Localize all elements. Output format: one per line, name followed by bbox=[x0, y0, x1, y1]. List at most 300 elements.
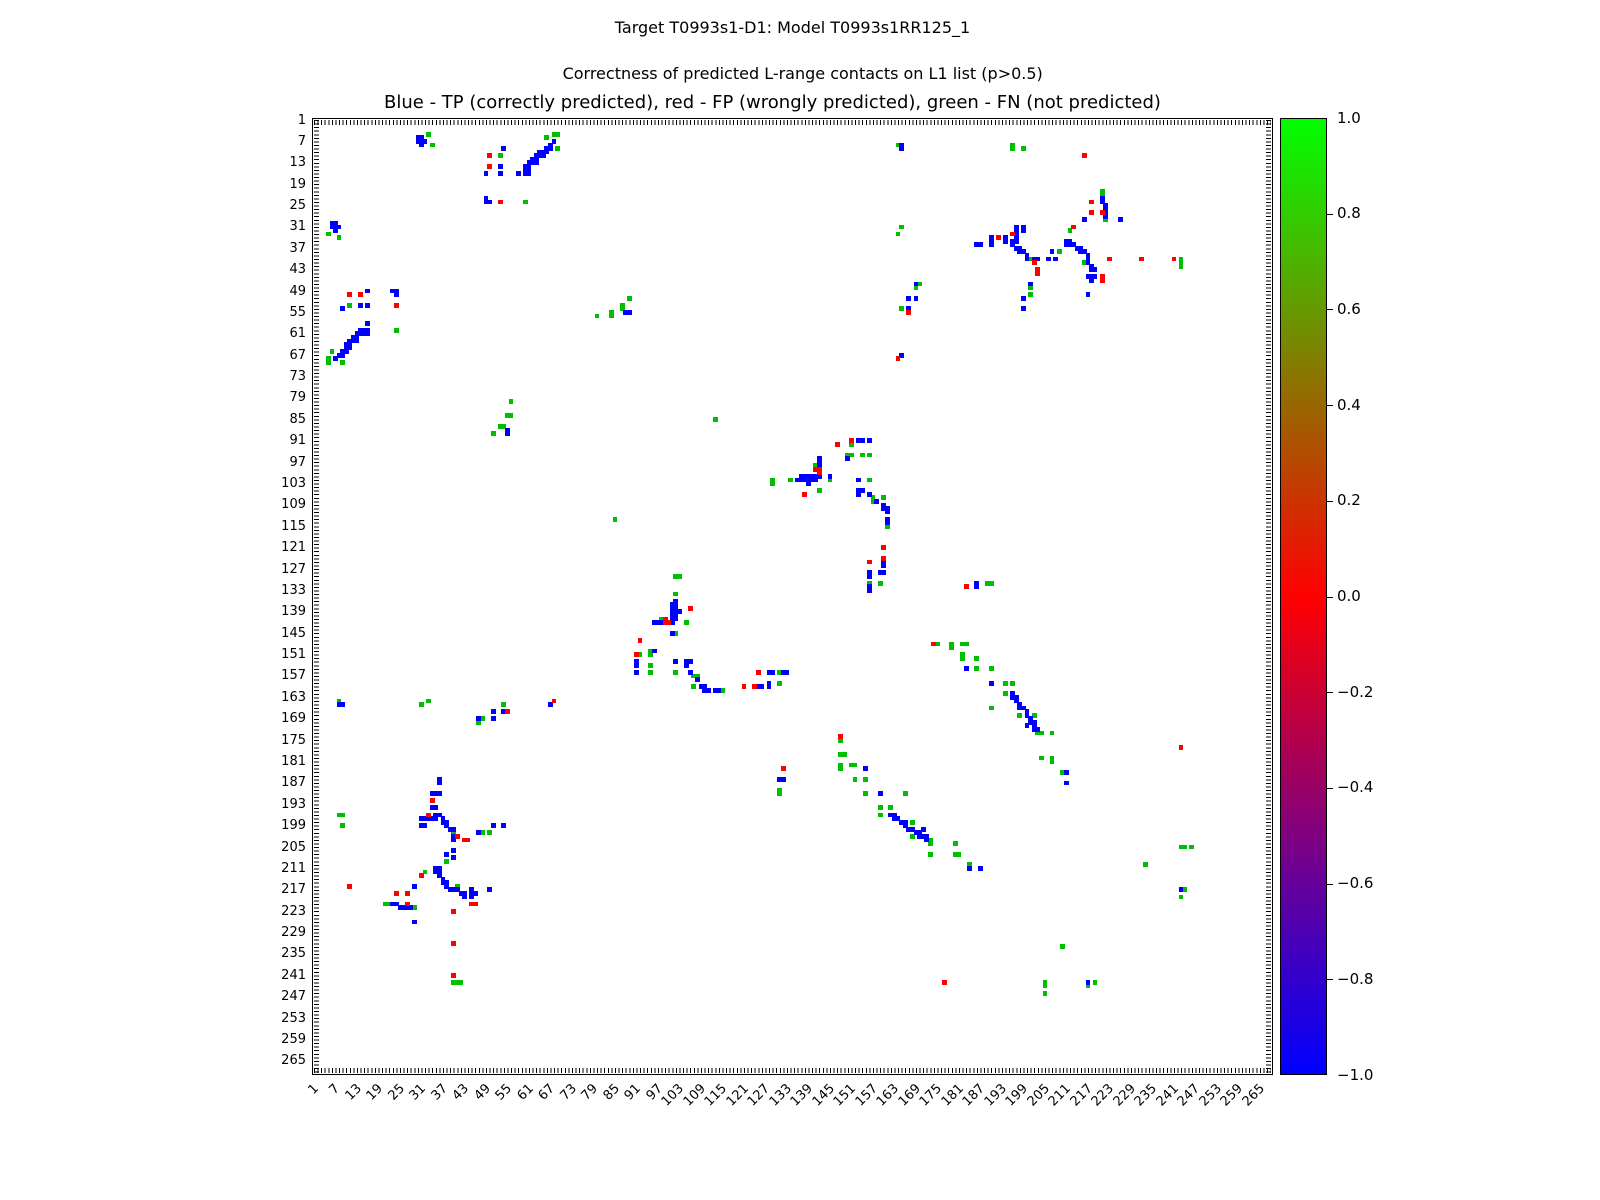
x-tick-label: 259 bbox=[1218, 1081, 1247, 1110]
y-tick-label: 253 bbox=[281, 1010, 306, 1026]
data-point-TP bbox=[498, 171, 503, 176]
data-point-TP bbox=[967, 866, 972, 871]
x-tick-label: 247 bbox=[1175, 1081, 1204, 1110]
data-point-FN bbox=[928, 852, 933, 857]
y-tick-label: 187 bbox=[281, 775, 306, 791]
x-tick-label: 235 bbox=[1132, 1081, 1161, 1110]
data-point-TP bbox=[673, 659, 678, 664]
data-point-FN bbox=[326, 232, 331, 237]
data-point-FP bbox=[1139, 257, 1144, 262]
data-point-TP bbox=[365, 289, 370, 294]
data-point-TP bbox=[347, 346, 352, 351]
data-point-FN bbox=[878, 805, 883, 810]
data-point-FP bbox=[688, 606, 693, 611]
data-point-FN bbox=[974, 666, 979, 671]
y-tick-label: 217 bbox=[281, 882, 306, 898]
data-point-FN bbox=[1182, 845, 1187, 850]
right-axis-ticks bbox=[1266, 120, 1271, 1073]
data-point-TP bbox=[1118, 217, 1123, 222]
data-point-FN bbox=[953, 841, 958, 846]
data-point-TP bbox=[462, 895, 467, 900]
data-point-TP bbox=[964, 666, 969, 671]
data-point-FN bbox=[337, 235, 342, 240]
data-point-FN bbox=[863, 777, 868, 782]
y-tick-label: 265 bbox=[281, 1053, 306, 1069]
left-axis-ticks bbox=[314, 120, 319, 1073]
data-point-FP bbox=[426, 813, 431, 818]
data-point-FP bbox=[419, 873, 424, 878]
data-point-TP bbox=[1082, 217, 1087, 222]
data-point-TP bbox=[365, 331, 370, 336]
data-point-FN bbox=[1043, 984, 1048, 989]
y-tick-label: 55 bbox=[289, 304, 306, 320]
colorbar-tick-label: 1.0 bbox=[1337, 108, 1361, 127]
data-point-TP bbox=[924, 838, 929, 843]
y-tick-label: 115 bbox=[281, 518, 306, 534]
x-tick-label: 7 bbox=[326, 1081, 344, 1098]
y-tick-label: 229 bbox=[281, 925, 306, 941]
colorbar bbox=[1280, 118, 1327, 1075]
data-point-FN bbox=[713, 417, 718, 422]
x-tick-label: 253 bbox=[1196, 1081, 1225, 1110]
data-point-TP bbox=[1003, 239, 1008, 244]
figure-title-line1: Target T0993s1-D1: Model T0993s1RR125_1 bbox=[614, 18, 971, 37]
x-tick-label: 163 bbox=[874, 1081, 903, 1110]
y-tick-label: 211 bbox=[281, 860, 306, 876]
y-tick-label: 139 bbox=[281, 604, 306, 620]
data-point-TP bbox=[989, 242, 994, 247]
y-tick-label: 175 bbox=[281, 732, 306, 748]
data-point-TP bbox=[688, 659, 693, 664]
x-tick-label: 217 bbox=[1067, 1081, 1096, 1110]
x-tick-label: 79 bbox=[579, 1081, 602, 1104]
x-tick-label: 55 bbox=[493, 1081, 516, 1104]
data-point-FN bbox=[867, 478, 872, 483]
colorbar-tick-label: −0.4 bbox=[1337, 778, 1374, 797]
data-point-FP bbox=[752, 684, 757, 689]
data-point-TP bbox=[716, 688, 721, 693]
data-point-FN bbox=[1043, 991, 1048, 996]
data-point-FN bbox=[853, 777, 858, 782]
data-point-TP bbox=[978, 866, 983, 871]
colorbar-tick bbox=[1327, 405, 1333, 406]
data-point-TP bbox=[845, 456, 850, 461]
x-tick-label: 97 bbox=[643, 1081, 666, 1104]
x-tick-label: 181 bbox=[938, 1081, 967, 1110]
x-tick-label: 103 bbox=[659, 1081, 688, 1110]
data-point-FN bbox=[1050, 731, 1055, 736]
x-tick-label: 151 bbox=[831, 1081, 860, 1110]
data-point-TP bbox=[652, 649, 657, 654]
y-tick-label: 13 bbox=[289, 155, 306, 171]
data-point-TP bbox=[1093, 267, 1098, 272]
colorbar-tick bbox=[1327, 788, 1333, 789]
data-point-FP bbox=[996, 235, 1001, 240]
data-point-TP bbox=[437, 791, 442, 796]
x-tick-label: 157 bbox=[852, 1081, 881, 1110]
x-tick-label: 133 bbox=[766, 1081, 795, 1110]
data-point-FN bbox=[896, 232, 901, 237]
data-point-TP bbox=[358, 303, 363, 308]
data-point-FP bbox=[1032, 260, 1037, 265]
data-point-FN bbox=[1179, 895, 1184, 900]
data-point-TP bbox=[1021, 306, 1026, 311]
data-point-FP bbox=[964, 584, 969, 589]
x-tick-label: 109 bbox=[680, 1081, 709, 1110]
data-point-FN bbox=[1179, 264, 1184, 269]
data-point-TP bbox=[856, 478, 861, 483]
data-point-TP bbox=[337, 225, 342, 230]
data-point-FN bbox=[347, 303, 352, 308]
data-point-FN bbox=[989, 581, 994, 586]
data-point-FP bbox=[1179, 745, 1184, 750]
data-point-FP bbox=[781, 766, 786, 771]
figure-title-line2: Correctness of predicted L-range contacts on L1 list (p>0.5) bbox=[562, 64, 1043, 83]
data-point-FN bbox=[509, 413, 514, 418]
data-point-FN bbox=[673, 670, 678, 675]
data-point-FN bbox=[330, 349, 335, 354]
data-point-TP bbox=[451, 827, 456, 832]
data-point-FP bbox=[455, 834, 460, 839]
y-tick-label: 73 bbox=[289, 369, 306, 385]
data-point-FN bbox=[673, 592, 678, 597]
data-point-FN bbox=[509, 399, 514, 404]
y-tick-label: 157 bbox=[281, 668, 306, 684]
data-point-FN bbox=[863, 791, 868, 796]
data-point-FP bbox=[1035, 271, 1040, 276]
data-point-TP bbox=[419, 143, 424, 148]
data-point-FN bbox=[1189, 845, 1194, 850]
data-point-FN bbox=[523, 200, 528, 205]
x-tick-label: 127 bbox=[745, 1081, 774, 1110]
data-point-TP bbox=[770, 670, 775, 675]
top-axis-ticks bbox=[314, 120, 1271, 125]
y-tick-label: 37 bbox=[289, 240, 306, 256]
data-point-FP bbox=[1172, 257, 1177, 262]
data-point-FN bbox=[949, 645, 954, 650]
data-point-TP bbox=[498, 164, 503, 169]
data-point-TP bbox=[491, 709, 496, 714]
y-tick-label: 31 bbox=[289, 219, 306, 235]
y-tick-label: 103 bbox=[281, 476, 306, 492]
colorbar-tick bbox=[1327, 979, 1333, 980]
data-point-FN bbox=[1060, 944, 1065, 949]
data-point-TP bbox=[451, 855, 456, 860]
data-point-FP bbox=[394, 891, 399, 896]
data-point-FN bbox=[860, 453, 865, 458]
data-point-FN bbox=[648, 670, 653, 675]
x-tick-label: 223 bbox=[1089, 1081, 1118, 1110]
data-point-FP bbox=[358, 292, 363, 297]
data-point-FP bbox=[451, 909, 456, 914]
data-point-FN bbox=[1017, 713, 1022, 718]
data-point-TP bbox=[412, 884, 417, 889]
data-point-FP bbox=[505, 709, 510, 714]
data-point-TP bbox=[340, 702, 345, 707]
y-tick-label: 97 bbox=[289, 454, 306, 470]
data-point-FP bbox=[451, 973, 456, 978]
y-tick-label: 67 bbox=[289, 347, 306, 363]
y-tick-label: 223 bbox=[281, 903, 306, 919]
data-point-TP bbox=[541, 153, 546, 158]
x-tick-label: 73 bbox=[557, 1081, 580, 1104]
data-point-FP bbox=[1071, 225, 1076, 230]
data-point-FN bbox=[899, 225, 904, 230]
data-point-FN bbox=[1003, 681, 1008, 686]
data-point-FN bbox=[1050, 759, 1055, 764]
x-tick-label: 91 bbox=[622, 1081, 645, 1104]
data-point-TP bbox=[487, 200, 492, 205]
x-tick-label: 139 bbox=[788, 1081, 817, 1110]
data-point-TP bbox=[491, 716, 496, 721]
data-point-FP bbox=[881, 556, 886, 561]
data-point-TP bbox=[627, 310, 632, 315]
x-tick-label: 265 bbox=[1239, 1081, 1268, 1110]
y-tick-label: 145 bbox=[281, 625, 306, 641]
y-tick-label: 205 bbox=[281, 839, 306, 855]
data-point-FN bbox=[1021, 146, 1026, 151]
x-tick-label: 115 bbox=[702, 1081, 731, 1110]
data-point-FN bbox=[777, 681, 782, 686]
data-point-FN bbox=[899, 306, 904, 311]
data-point-FP bbox=[466, 838, 471, 843]
data-point-FN bbox=[555, 146, 560, 151]
data-point-TP bbox=[491, 823, 496, 828]
data-point-FP bbox=[931, 642, 936, 647]
data-point-FP bbox=[552, 699, 557, 704]
data-point-FN bbox=[1057, 249, 1062, 254]
x-tick-label: 205 bbox=[1024, 1081, 1053, 1110]
data-point-TP bbox=[978, 242, 983, 247]
data-point-FN bbox=[419, 702, 424, 707]
data-point-FP bbox=[849, 438, 854, 443]
data-point-FN bbox=[770, 481, 775, 486]
data-point-TP bbox=[781, 777, 786, 782]
colorbar-tick bbox=[1327, 309, 1333, 310]
data-point-TP bbox=[634, 663, 639, 668]
colorbar-tick bbox=[1327, 214, 1333, 215]
x-tick-label: 43 bbox=[450, 1081, 473, 1104]
data-point-TP bbox=[974, 584, 979, 589]
y-tick-label: 241 bbox=[281, 967, 306, 983]
data-point-TP bbox=[634, 670, 639, 675]
data-point-FN bbox=[960, 656, 965, 661]
data-point-TP bbox=[1035, 727, 1040, 732]
data-point-TP bbox=[860, 438, 865, 443]
data-point-TP bbox=[881, 563, 886, 568]
data-point-TP bbox=[444, 852, 449, 857]
data-point-FP bbox=[802, 492, 807, 497]
data-point-FP bbox=[634, 652, 639, 657]
x-tick-label: 25 bbox=[385, 1081, 408, 1104]
data-point-TP bbox=[1046, 257, 1051, 262]
y-tick-label: 79 bbox=[289, 390, 306, 406]
data-point-FP bbox=[1100, 278, 1105, 283]
data-point-FN bbox=[853, 763, 858, 768]
x-tick-label: 211 bbox=[1046, 1081, 1075, 1110]
data-point-FN bbox=[878, 813, 883, 818]
data-point-FP bbox=[1100, 210, 1105, 215]
data-point-TP bbox=[355, 339, 360, 344]
data-point-TP bbox=[914, 282, 919, 287]
data-point-TP bbox=[527, 171, 532, 176]
data-point-TP bbox=[476, 716, 481, 721]
data-point-FN bbox=[426, 132, 431, 137]
data-point-TP bbox=[670, 631, 675, 636]
data-point-FP bbox=[867, 560, 872, 565]
y-tick-label: 247 bbox=[281, 989, 306, 1005]
y-tick-label: 193 bbox=[281, 796, 306, 812]
data-point-FN bbox=[340, 360, 345, 365]
data-point-FN bbox=[394, 328, 399, 333]
data-point-TP bbox=[874, 499, 879, 504]
data-point-TP bbox=[1089, 278, 1094, 283]
data-point-TP bbox=[501, 823, 506, 828]
data-point-TP bbox=[501, 146, 506, 151]
colorbar-tick-label: 0.8 bbox=[1337, 204, 1361, 223]
data-point-FN bbox=[878, 581, 883, 586]
data-point-TP bbox=[1064, 781, 1069, 786]
data-point-FN bbox=[648, 663, 653, 668]
y-tick-label: 91 bbox=[289, 433, 306, 449]
data-point-FP bbox=[405, 902, 410, 907]
data-point-FP bbox=[756, 670, 761, 675]
data-point-FP bbox=[1089, 200, 1094, 205]
x-tick-label: 229 bbox=[1110, 1081, 1139, 1110]
data-point-FP bbox=[347, 884, 352, 889]
data-point-TP bbox=[451, 848, 456, 853]
data-point-TP bbox=[867, 574, 872, 579]
data-point-TP bbox=[534, 160, 539, 165]
data-point-FN bbox=[555, 132, 560, 137]
data-point-FN bbox=[444, 859, 449, 864]
data-point-FN bbox=[487, 830, 492, 835]
data-point-TP bbox=[867, 492, 872, 497]
data-point-FP bbox=[906, 310, 911, 315]
colorbar-tick-label: −0.8 bbox=[1337, 969, 1374, 988]
data-point-FN bbox=[501, 702, 506, 707]
data-point-TP bbox=[863, 766, 868, 771]
data-point-FN bbox=[957, 852, 962, 857]
colorbar-tick-label: −1.0 bbox=[1337, 1065, 1374, 1084]
data-point-TP bbox=[906, 296, 911, 301]
data-point-TP bbox=[1050, 249, 1055, 254]
data-point-TP bbox=[1028, 282, 1033, 287]
data-point-TP bbox=[878, 791, 883, 796]
colorbar-tick-label: 0.4 bbox=[1337, 395, 1361, 414]
data-point-FN bbox=[491, 431, 496, 436]
data-point-FP bbox=[835, 442, 840, 447]
data-point-TP bbox=[785, 670, 790, 675]
data-point-FN bbox=[627, 296, 632, 301]
y-tick-label: 163 bbox=[281, 689, 306, 705]
data-point-TP bbox=[1021, 228, 1026, 233]
data-point-FN bbox=[1003, 691, 1008, 696]
x-tick-label: 241 bbox=[1153, 1081, 1182, 1110]
data-point-TP bbox=[1053, 257, 1058, 262]
data-point-FP bbox=[881, 545, 886, 550]
data-point-TP bbox=[867, 588, 872, 593]
data-point-FN bbox=[430, 143, 435, 148]
data-point-FN bbox=[867, 453, 872, 458]
y-tick-label: 259 bbox=[281, 1032, 306, 1047]
x-tick-label: 175 bbox=[917, 1081, 946, 1110]
data-point-TP bbox=[476, 830, 481, 835]
data-point-FN bbox=[974, 656, 979, 661]
colorbar-tick bbox=[1327, 884, 1333, 885]
data-point-FN bbox=[544, 135, 549, 140]
data-point-TP bbox=[885, 520, 890, 525]
y-tick-label: 169 bbox=[281, 711, 306, 727]
data-point-TP bbox=[881, 570, 886, 575]
colorbar-tick bbox=[1327, 597, 1333, 598]
y-tick-label: 181 bbox=[281, 754, 306, 770]
data-point-FN bbox=[777, 791, 782, 796]
data-point-TP bbox=[828, 474, 833, 479]
y-tick-label: 235 bbox=[281, 946, 306, 962]
data-point-FP bbox=[405, 891, 410, 896]
data-point-FP bbox=[394, 303, 399, 308]
data-point-TP bbox=[695, 677, 700, 682]
y-tick-label: 199 bbox=[281, 818, 306, 834]
data-point-FN bbox=[817, 488, 822, 493]
data-point-TP bbox=[856, 492, 861, 497]
y-tick-label: 25 bbox=[289, 198, 306, 214]
x-tick-label: 31 bbox=[407, 1081, 430, 1104]
data-point-TP bbox=[914, 296, 919, 301]
data-point-TP bbox=[677, 609, 682, 614]
data-point-FN bbox=[677, 574, 682, 579]
y-tick-label: 133 bbox=[281, 582, 306, 598]
y-tick-label: 43 bbox=[289, 262, 306, 278]
data-point-TP bbox=[899, 146, 904, 151]
data-point-FN bbox=[1010, 681, 1015, 686]
data-point-FN bbox=[910, 820, 915, 825]
data-point-FN bbox=[881, 495, 886, 500]
data-point-FP bbox=[838, 734, 843, 739]
colorbar-tick-label: 0.0 bbox=[1337, 587, 1361, 605]
y-tick-label: 19 bbox=[289, 176, 306, 192]
y-tick-label: 151 bbox=[281, 647, 306, 663]
y-tick-label: 121 bbox=[281, 540, 306, 556]
data-point-TP bbox=[365, 321, 370, 326]
data-point-TP bbox=[437, 781, 442, 786]
data-point-FP bbox=[817, 470, 822, 475]
data-point-FP bbox=[1089, 210, 1094, 215]
data-point-TP bbox=[989, 681, 994, 686]
data-point-TP bbox=[1021, 296, 1026, 301]
data-point-FN bbox=[788, 478, 793, 483]
data-point-TP bbox=[885, 510, 890, 515]
data-point-FN bbox=[498, 153, 503, 158]
data-point-FP bbox=[638, 638, 643, 643]
x-tick-label: 145 bbox=[809, 1081, 838, 1110]
data-point-FN bbox=[1010, 146, 1015, 151]
data-point-TP bbox=[1086, 292, 1091, 297]
data-point-FN bbox=[459, 980, 464, 985]
data-point-FN bbox=[609, 314, 614, 319]
data-point-TP bbox=[1086, 980, 1091, 985]
data-point-FN bbox=[1093, 980, 1098, 985]
x-tick-label: 13 bbox=[342, 1081, 365, 1104]
x-tick-label: 187 bbox=[960, 1081, 989, 1110]
data-point-FN bbox=[964, 642, 969, 647]
data-point-TP bbox=[487, 887, 492, 892]
data-point-FN bbox=[326, 360, 331, 365]
data-point-TP bbox=[473, 891, 478, 896]
data-point-FN bbox=[989, 706, 994, 711]
colorbar-tick bbox=[1327, 692, 1333, 693]
